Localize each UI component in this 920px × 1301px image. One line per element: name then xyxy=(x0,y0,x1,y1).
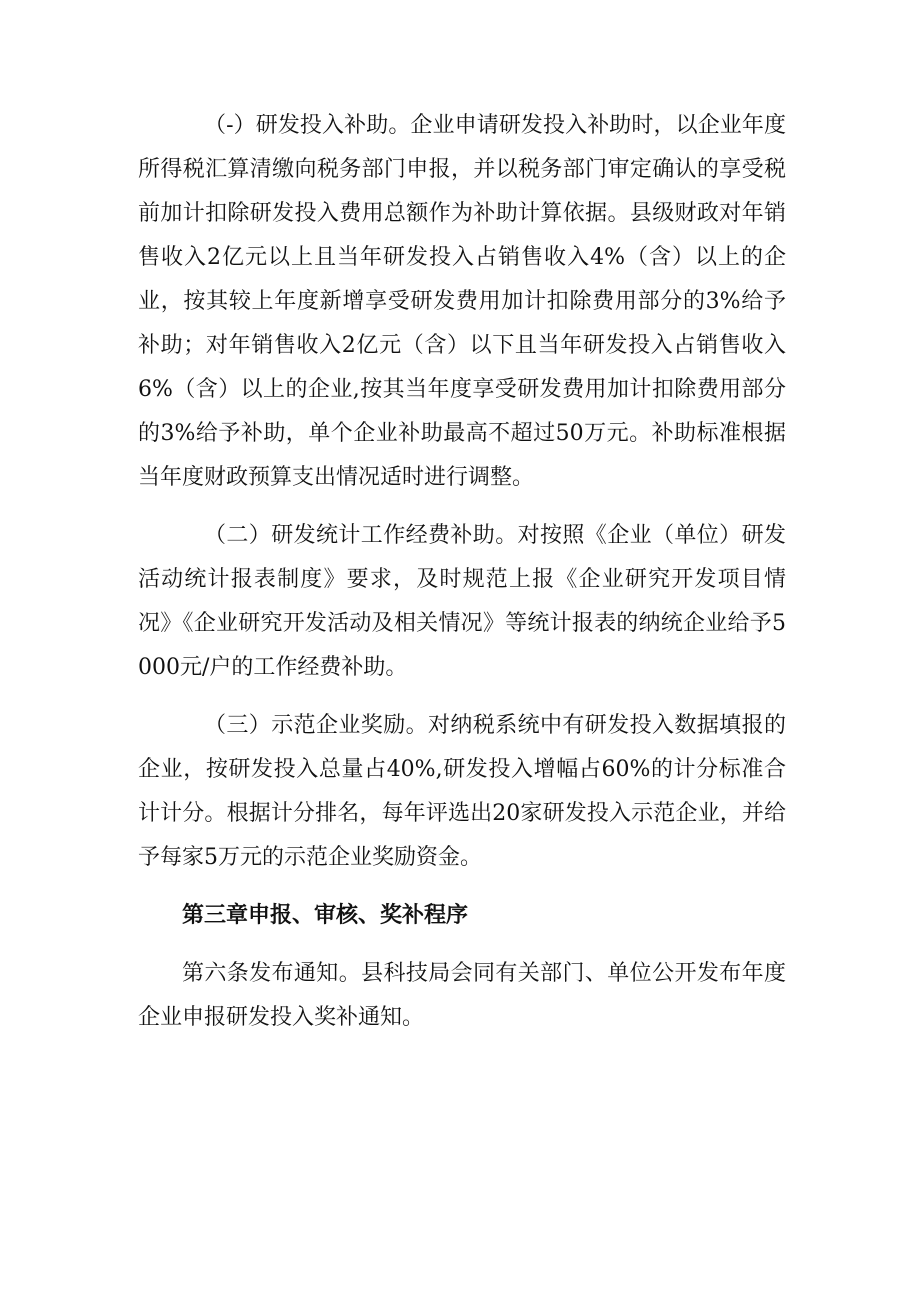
paragraph-demonstration-award: （三）示范企业奖励。对纳税系统中有研发投入数据填报的企业，按研发投入总量占40%,研发投入增幅占60%的计分标准合计计分。根据计分排名，每年评选出20家研发投入示范企业，并给予每家5万元的示范企业奖励资金。 xyxy=(138,713,786,870)
paragraph-statistics-work-subsidy: （二）研发统计工作经费补助。对按照《企业（单位）研发活动统计报表制度》要求，及时规范上报《企业研究开发项目情况》《企业研究开发活动及相关情况》等统计报表的纳统企业给予5000元/户的工作经费补助。 xyxy=(138,523,786,680)
chapter-heading: 第三章申报、审核、奖补程序 xyxy=(182,903,469,928)
article-six: 第六条发布通知。县科技局会同有关部门、单位公开发布年度企业申报研发投入奖补通知。 xyxy=(138,961,786,1030)
document-body xyxy=(138,104,786,1054)
paragraph-rd-investment-subsidy: （-）研发投入补助。企业申请研发投入补助时，以企业年度所得税汇算清缴向税务部门申报，并以税务部门审定确认的享受税前加计扣除研发投入费用总额作为补助计算依据。县级财政对年销售收入2亿元以上且当年研发投入占销售收入4%（含）以上的企业，按其较上年度新增享受研发费用加计扣除费用部分的3%给予补助；对年销售收入2亿元（含）以下且当年研发投入占销售收入6%（含）以上的企业,按其当年度享受研发费用加计扣除费用部分的3%给予补助，单个企业补助最高不超过50万元。补助标准根据当年度财政预算支出情况适时进行调整。 xyxy=(138,113,786,490)
